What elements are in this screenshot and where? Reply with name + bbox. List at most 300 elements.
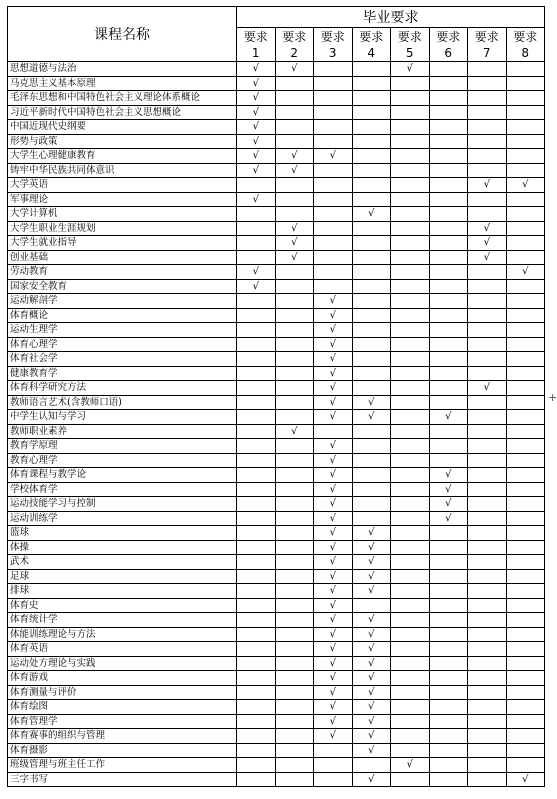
course-name-cell: 体育管理学 [8, 714, 237, 729]
requirement-cell-8 [506, 279, 545, 294]
check-mark-icon: √ [252, 121, 259, 133]
check-mark-icon: √ [252, 193, 259, 205]
check-mark-icon: √ [252, 280, 259, 292]
requirement-cell-8 [506, 424, 545, 439]
requirement-cell-5 [391, 627, 430, 642]
requirement-cell-3 [314, 134, 353, 149]
check-mark-icon: √ [522, 773, 529, 785]
requirement-cell-6 [429, 352, 468, 367]
requirement-cell-2 [275, 149, 314, 164]
requirement-cell-4 [352, 395, 391, 410]
requirement-cell-3 [314, 584, 353, 599]
requirement-cell-2 [275, 395, 314, 410]
requirement-cell-6 [429, 758, 468, 773]
requirement-header-8 [506, 28, 545, 62]
course-name-cell: 教育心理学 [8, 453, 237, 468]
requirement-cell-5 [391, 221, 430, 236]
check-mark-icon: √ [445, 483, 452, 495]
requirement-cell-6 [429, 497, 468, 512]
requirement-label: 要求 [397, 29, 422, 44]
requirement-cell-6 [429, 453, 468, 468]
requirement-cell-8 [506, 265, 545, 280]
requirement-cell-4 [352, 482, 391, 497]
requirement-cell-2 [275, 279, 314, 294]
check-mark-icon: √ [483, 179, 490, 191]
requirement-cell-1 [237, 352, 276, 367]
requirement-cell-7 [468, 758, 507, 773]
requirement-cell-2 [275, 192, 314, 207]
table-row [8, 540, 545, 555]
requirement-cell-1 [237, 729, 276, 744]
requirement-cell-4 [352, 772, 391, 787]
check-mark-icon: √ [483, 251, 490, 263]
requirement-cell-5 [391, 250, 430, 265]
requirement-cell-4 [352, 134, 391, 149]
requirement-cell-3 [314, 569, 353, 584]
requirement-cell-5 [391, 714, 430, 729]
requirement-cell-5 [391, 729, 430, 744]
requirement-cell-5 [391, 410, 430, 425]
requirement-cell-7 [468, 395, 507, 410]
requirement-cell-1 [237, 700, 276, 715]
check-mark-icon: √ [329, 324, 336, 336]
requirement-cell-7 [468, 221, 507, 236]
table-row [8, 395, 545, 410]
requirement-cell-2 [275, 381, 314, 396]
requirement-cell-5 [391, 308, 430, 323]
requirement-cell-7 [468, 685, 507, 700]
requirement-cell-5 [391, 149, 430, 164]
requirement-cell-8 [506, 91, 545, 106]
requirement-cell-2 [275, 468, 314, 483]
requirement-cell-6 [429, 250, 468, 265]
requirement-cell-1 [237, 76, 276, 91]
requirement-cell-8 [506, 569, 545, 584]
requirement-cell-7 [468, 366, 507, 381]
table-row [8, 221, 545, 236]
requirement-cell-4 [352, 294, 391, 309]
requirement-cell-5 [391, 671, 430, 686]
requirement-cell-2 [275, 410, 314, 425]
requirement-cell-3 [314, 540, 353, 555]
table-row [8, 366, 545, 381]
requirement-cell-6 [429, 685, 468, 700]
table-row [8, 192, 545, 207]
table-row [8, 468, 545, 483]
requirement-cell-2 [275, 729, 314, 744]
check-mark-icon: √ [291, 222, 298, 234]
requirement-cell-3 [314, 729, 353, 744]
requirement-cell-8 [506, 598, 545, 613]
requirement-cell-6 [429, 366, 468, 381]
check-mark-icon: √ [329, 599, 336, 611]
requirement-cell-5 [391, 294, 430, 309]
requirement-cell-1 [237, 758, 276, 773]
check-mark-icon: √ [329, 338, 336, 350]
requirement-cell-4 [352, 250, 391, 265]
requirement-cell-4 [352, 120, 391, 135]
requirement-cell-4 [352, 221, 391, 236]
check-mark-icon: √ [483, 222, 490, 234]
requirement-cell-1 [237, 395, 276, 410]
table-row [8, 700, 545, 715]
requirement-cell-3 [314, 308, 353, 323]
requirement-cell-8 [506, 395, 545, 410]
requirement-cell-7 [468, 308, 507, 323]
table-row [8, 685, 545, 700]
requirement-cell-3 [314, 250, 353, 265]
requirement-cell-1 [237, 526, 276, 541]
check-mark-icon: √ [368, 730, 375, 742]
course-name-cell: 体育赛事的组织与管理 [8, 729, 237, 744]
course-name-cell: 体育社会学 [8, 352, 237, 367]
requirement-number: 2 [290, 45, 299, 60]
course-name-cell: 军事理论 [8, 192, 237, 207]
requirement-cell-7 [468, 265, 507, 280]
check-mark-icon: √ [368, 628, 375, 640]
course-name-cell: 体育游戏 [8, 671, 237, 686]
requirement-cell-5 [391, 758, 430, 773]
requirement-cell-4 [352, 642, 391, 657]
requirement-cell-7 [468, 468, 507, 483]
table-row [8, 627, 545, 642]
check-mark-icon: √ [329, 570, 336, 582]
course-name-cell: 运动解剖学 [8, 294, 237, 309]
requirement-cell-4 [352, 714, 391, 729]
course-name-cell: 体育课程与教学论 [8, 468, 237, 483]
check-mark-icon: √ [329, 411, 336, 423]
check-mark-icon: √ [291, 150, 298, 162]
check-mark-icon: √ [252, 92, 259, 104]
check-mark-icon: √ [406, 759, 413, 771]
requirement-cell-6 [429, 656, 468, 671]
requirement-cell-3 [314, 671, 353, 686]
check-mark-icon: √ [252, 150, 259, 162]
check-mark-icon: √ [406, 63, 413, 75]
table-row [8, 598, 545, 613]
table-row [8, 584, 545, 599]
requirement-cell-5 [391, 453, 430, 468]
requirement-cell-1 [237, 468, 276, 483]
table-row [8, 352, 545, 367]
requirement-cell-3 [314, 439, 353, 454]
check-mark-icon: √ [291, 63, 298, 75]
requirement-cell-1 [237, 366, 276, 381]
requirement-cell-1 [237, 120, 276, 135]
requirement-cell-5 [391, 366, 430, 381]
requirement-cell-7 [468, 453, 507, 468]
table-row [8, 642, 545, 657]
check-mark-icon: √ [329, 643, 336, 655]
requirement-cell-1 [237, 91, 276, 106]
requirement-cell-6 [429, 221, 468, 236]
requirement-cell-4 [352, 91, 391, 106]
requirement-cell-6 [429, 671, 468, 686]
requirement-cell-8 [506, 642, 545, 657]
requirement-cell-8 [506, 526, 545, 541]
table-row [8, 163, 545, 178]
requirement-cell-7 [468, 279, 507, 294]
requirement-cell-2 [275, 250, 314, 265]
requirement-cell-3 [314, 627, 353, 642]
requirement-cell-8 [506, 743, 545, 758]
requirement-cell-3 [314, 497, 353, 512]
requirement-cell-1 [237, 381, 276, 396]
requirement-cell-7 [468, 526, 507, 541]
requirement-cell-4 [352, 439, 391, 454]
requirement-cell-7 [468, 540, 507, 555]
course-name-cell: 创业基础 [8, 250, 237, 265]
requirement-cell-8 [506, 627, 545, 642]
requirement-cell-4 [352, 497, 391, 512]
requirement-cell-1 [237, 192, 276, 207]
course-name-cell: 体育英语 [8, 642, 237, 657]
requirement-cell-7 [468, 178, 507, 193]
requirement-cell-5 [391, 323, 430, 338]
requirement-cell-7 [468, 91, 507, 106]
check-mark-icon: √ [291, 251, 298, 263]
requirement-cell-7 [468, 192, 507, 207]
requirement-cell-2 [275, 700, 314, 715]
requirement-cell-3 [314, 685, 353, 700]
requirement-cell-8 [506, 453, 545, 468]
requirement-cell-3 [314, 381, 353, 396]
check-mark-icon: √ [329, 701, 336, 713]
requirement-cell-8 [506, 714, 545, 729]
course-name-cell: 大学生心理健康教育 [8, 149, 237, 164]
requirement-cell-8 [506, 294, 545, 309]
requirement-cell-8 [506, 352, 545, 367]
requirement-cell-7 [468, 236, 507, 251]
table-row [8, 526, 545, 541]
requirement-cell-1 [237, 337, 276, 352]
course-name-cell: 中学生认知与学习 [8, 410, 237, 425]
requirement-cell-5 [391, 279, 430, 294]
requirement-cell-6 [429, 468, 468, 483]
check-mark-icon: √ [329, 730, 336, 742]
requirement-cell-5 [391, 482, 430, 497]
requirement-cell-1 [237, 149, 276, 164]
requirement-cell-6 [429, 192, 468, 207]
course-name-cell: 体育心理学 [8, 337, 237, 352]
requirement-cell-4 [352, 410, 391, 425]
requirement-cell-5 [391, 526, 430, 541]
requirement-cell-1 [237, 236, 276, 251]
check-mark-icon: √ [368, 556, 375, 568]
check-mark-icon: √ [368, 643, 375, 655]
requirement-cell-2 [275, 685, 314, 700]
check-mark-icon: √ [522, 179, 529, 191]
requirement-cell-2 [275, 352, 314, 367]
requirement-number: 6 [444, 45, 453, 60]
requirement-cell-7 [468, 598, 507, 613]
table-row [8, 453, 545, 468]
requirement-cell-5 [391, 381, 430, 396]
requirement-cell-5 [391, 584, 430, 599]
check-mark-icon: √ [329, 672, 336, 684]
requirement-cell-4 [352, 308, 391, 323]
requirement-cell-6 [429, 613, 468, 628]
requirement-cell-5 [391, 207, 430, 222]
requirement-cell-4 [352, 323, 391, 338]
requirement-cell-2 [275, 91, 314, 106]
course-name-cell: 大学生职业生涯规划 [8, 221, 237, 236]
requirement-cell-8 [506, 497, 545, 512]
course-name-cell: 体育测量与评价 [8, 685, 237, 700]
requirement-cell-2 [275, 323, 314, 338]
course-name-cell: 大学计算机 [8, 207, 237, 222]
requirement-cell-3 [314, 265, 353, 280]
requirement-cell-6 [429, 76, 468, 91]
course-name-cell: 运动处方理论与实践 [8, 656, 237, 671]
requirement-cell-2 [275, 714, 314, 729]
requirement-cell-8 [506, 308, 545, 323]
requirement-cell-6 [429, 91, 468, 106]
table-row [8, 105, 545, 120]
requirement-cell-7 [468, 149, 507, 164]
requirement-cell-6 [429, 294, 468, 309]
requirement-cell-7 [468, 134, 507, 149]
check-mark-icon: √ [368, 715, 375, 727]
requirement-cell-3 [314, 366, 353, 381]
requirement-cell-3 [314, 656, 353, 671]
requirement-cell-6 [429, 207, 468, 222]
requirement-cell-7 [468, 482, 507, 497]
requirement-cell-5 [391, 120, 430, 135]
table-row [8, 511, 545, 526]
requirement-cell-7 [468, 76, 507, 91]
table-row [8, 134, 545, 149]
requirement-cell-5 [391, 352, 430, 367]
table-row [8, 178, 545, 193]
requirement-cell-2 [275, 424, 314, 439]
requirement-cell-1 [237, 410, 276, 425]
requirement-header-2 [275, 28, 314, 62]
requirement-cell-6 [429, 627, 468, 642]
requirement-cell-1 [237, 511, 276, 526]
table-row [8, 308, 545, 323]
course-name-cell: 运动训练学 [8, 511, 237, 526]
course-name-cell: 体育摄影 [8, 743, 237, 758]
requirement-cell-2 [275, 555, 314, 570]
requirement-number: 7 [482, 45, 491, 60]
requirement-cell-2 [275, 453, 314, 468]
requirement-cell-4 [352, 192, 391, 207]
requirement-cell-8 [506, 758, 545, 773]
requirement-cell-6 [429, 584, 468, 599]
requirement-cell-4 [352, 671, 391, 686]
requirement-cell-4 [352, 149, 391, 164]
requirement-cell-7 [468, 511, 507, 526]
requirement-cell-7 [468, 627, 507, 642]
requirement-cell-8 [506, 613, 545, 628]
requirement-cell-6 [429, 772, 468, 787]
course-name-cell: 大学英语 [8, 178, 237, 193]
table-row [8, 207, 545, 222]
requirement-cell-2 [275, 207, 314, 222]
course-rows [8, 62, 545, 787]
requirement-cell-3 [314, 279, 353, 294]
requirement-cell-5 [391, 192, 430, 207]
check-mark-icon: √ [329, 527, 336, 539]
requirement-cell-7 [468, 62, 507, 77]
table-row [8, 424, 545, 439]
requirement-cell-5 [391, 540, 430, 555]
requirement-cell-6 [429, 511, 468, 526]
check-mark-icon: √ [252, 135, 259, 147]
requirement-cell-2 [275, 656, 314, 671]
requirement-cell-4 [352, 729, 391, 744]
requirement-cell-2 [275, 584, 314, 599]
requirement-cell-1 [237, 250, 276, 265]
requirement-cell-2 [275, 120, 314, 135]
check-mark-icon: √ [329, 483, 336, 495]
requirement-cell-4 [352, 62, 391, 77]
requirement-cell-8 [506, 250, 545, 265]
requirement-cell-1 [237, 221, 276, 236]
table-row [8, 772, 545, 787]
requirement-cell-4 [352, 656, 391, 671]
requirement-cell-5 [391, 439, 430, 454]
requirement-cell-3 [314, 294, 353, 309]
check-mark-icon: √ [291, 425, 298, 437]
requirement-cell-8 [506, 540, 545, 555]
requirement-cell-3 [314, 178, 353, 193]
table-row [8, 337, 545, 352]
requirement-cell-6 [429, 323, 468, 338]
table-row [8, 91, 545, 106]
check-mark-icon: √ [483, 382, 490, 394]
requirement-cell-7 [468, 323, 507, 338]
requirement-cell-8 [506, 192, 545, 207]
requirement-cell-4 [352, 265, 391, 280]
requirement-cell-4 [352, 526, 391, 541]
requirement-cell-4 [352, 178, 391, 193]
requirement-cell-4 [352, 207, 391, 222]
table-row [8, 294, 545, 309]
requirement-cell-3 [314, 163, 353, 178]
course-name-cell: 思想道德与法治 [8, 62, 237, 77]
requirement-cell-6 [429, 410, 468, 425]
check-mark-icon: √ [368, 411, 375, 423]
requirement-cell-2 [275, 526, 314, 541]
plus-icon[interactable]: + [548, 391, 557, 404]
requirement-cell-6 [429, 700, 468, 715]
requirement-cell-6 [429, 540, 468, 555]
table-row [8, 671, 545, 686]
requirement-cell-6 [429, 337, 468, 352]
table-row [8, 265, 545, 280]
requirement-cell-1 [237, 598, 276, 613]
requirement-header-5 [391, 28, 430, 62]
requirement-cell-4 [352, 381, 391, 396]
requirement-cell-8 [506, 555, 545, 570]
check-mark-icon: √ [368, 527, 375, 539]
requirement-cell-3 [314, 453, 353, 468]
check-mark-icon: √ [329, 454, 336, 466]
requirement-cell-7 [468, 555, 507, 570]
requirement-cell-7 [468, 584, 507, 599]
table-row [8, 120, 545, 135]
requirement-cell-8 [506, 439, 545, 454]
requirement-cell-4 [352, 569, 391, 584]
requirement-cell-4 [352, 76, 391, 91]
requirement-cell-1 [237, 743, 276, 758]
requirement-cell-6 [429, 308, 468, 323]
table-row [8, 482, 545, 497]
requirement-cell-8 [506, 584, 545, 599]
requirement-cell-3 [314, 511, 353, 526]
